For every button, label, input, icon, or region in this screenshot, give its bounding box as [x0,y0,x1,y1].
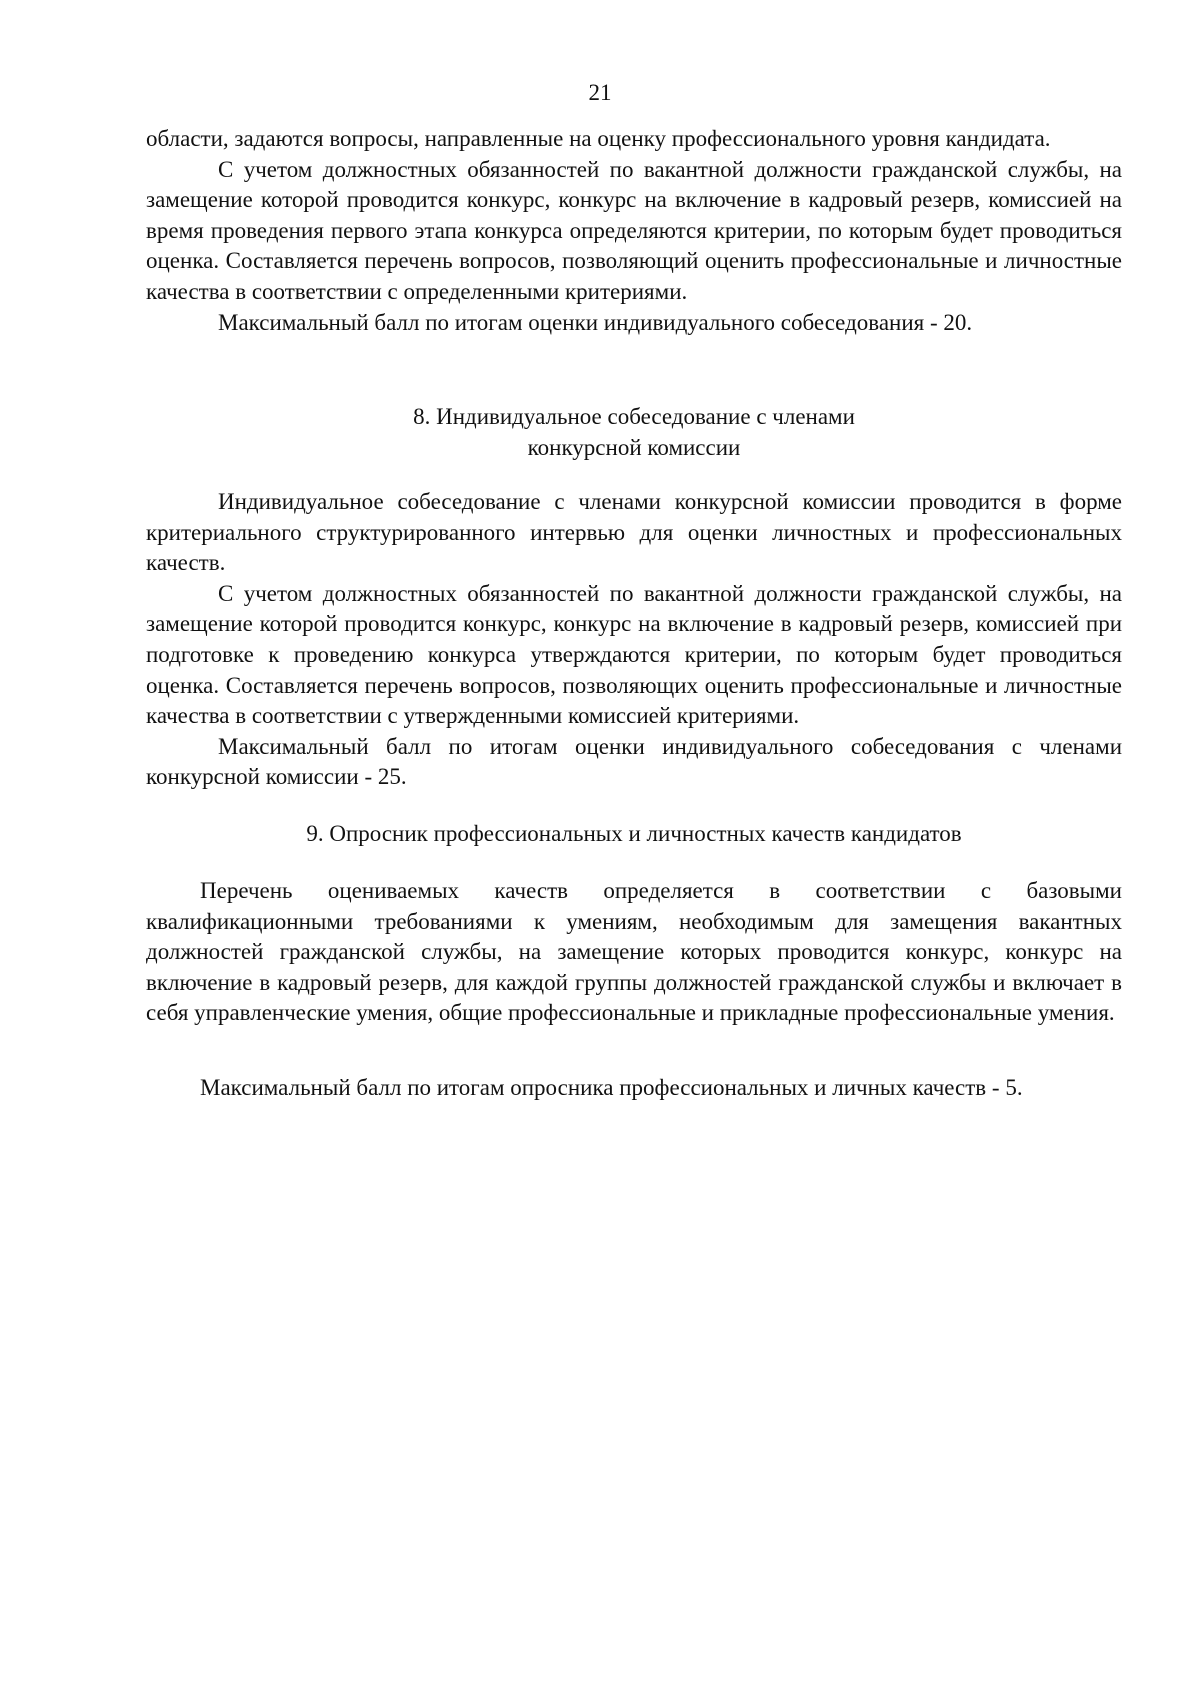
section-8-heading [146,402,1122,463]
paragraph-criteria-approval: С учетом должностных обязанностей по вакантной должности гражданской службы, на замещение которой проводится конкурс, конкурс на включение в кадровый резерв, комиссией при подготовке к проведению конкурса утверждаются критерии, по которым будет проводиться оценка. Составляется перечень вопросов, позволяющих оценить профессиональные и личностные качества в соответствии с утвержденными комиссией критериями. [146,580,1122,729]
section-9-max-score [146,1073,1122,1104]
paragraph-max-score-25: Максимальный балл по итогам оценки индивидуального собеседования с членами конкурсной комиссии - 25. [146,733,1122,790]
paragraph-qualities-list: Перечень оцениваемых качеств определяется в соответствии с базовыми квалификационными требованиями к умениям, необходимым для замещения вакантных должностей гражданской службы, на замещение которых проводится конкурс, конкурс на включение в кадровый резерв, для каждой группы должностей гражданской службы и включает в себя управленческие умения, общие профессиональные и прикладные профессиональные умения. [146,878,1122,1026]
paragraph-max-score-5: Максимальный балл по итогам опросника профессиональных и личных качеств - 5. [200,1075,1023,1100]
page-number: 21 [588,80,612,105]
section-8-heading-line-2: конкурсной комиссии [527,434,741,460]
paragraph-criteria-first-stage: С учетом должностных обязанностей по вакантной должности гражданской службы, на замещение которой проводится конкурс, конкурс на включение в кадровый резерв, комиссией на время проведения первого этапа конкурса определяются критерии, по которым будет проводиться оценка. Составляется перечень вопросов, позволяющий оценить профессиональные и личностные качества в соответствии с определенными критериями. [146,156,1122,304]
section-9-body [146,876,1122,1029]
section-7-tail [146,124,1122,338]
section-8-body [146,487,1122,793]
section-8-heading-line-1: 8. Индивидуальное собеседование с членами [413,404,855,429]
paragraph-max-score-20: Максимальный балл по итогам оценки индивидуального собеседования - 20. [218,309,973,335]
section-9-heading-line: 9. Опросник профессиональных и личностных качеств кандидатов [306,821,962,846]
section-9-heading [146,819,1122,850]
paragraph-continuation: области, задаются вопросы, направленные на оценку профессионального уровня кандидата. [146,126,1051,151]
paragraph-interview-form: Индивидуальное собеседование с членами конкурсной комиссии проводится в форме критериального структурированного интервью для оценки личностных и профессиональных качеств. [146,489,1122,576]
